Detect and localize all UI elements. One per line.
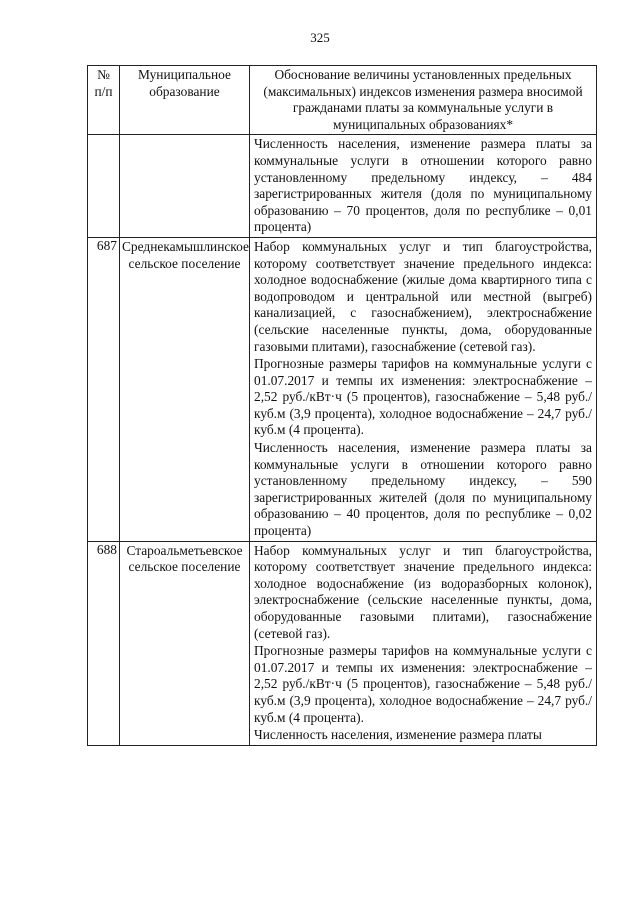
continuation-text: Численность населения, изменение размера платы за коммунальные услуги в отношении которого равно установленному предельному индексу, – 484 зарегистрированных жителя (доля по муниципальному образованию – 70 процентов, доля по республике – 0,01 процента) — [250, 135, 597, 238]
table-row-687 — [88, 237, 597, 541]
header-number: № п/п — [88, 66, 120, 135]
justification-paragraph-tariffs: Прогнозные размеры тарифов на коммунальные услуги с 01.07.2017 и темпы их изменения: электроснабжение – 2,52 руб./кВт·ч (5 процентов), газоснабжение – 5,48 руб./куб.м (3,9 процента), холодное водоснабжение – 24,7 руб./куб.м (4 процента). — [254, 643, 592, 725]
table-header-row — [88, 66, 597, 135]
table-row-continuation — [88, 135, 597, 238]
justification-paragraph-population: Численность населения, изменение размера платы — [254, 727, 542, 743]
row-justification — [250, 237, 597, 541]
table-row-688 — [88, 541, 597, 745]
row-justification — [250, 541, 597, 745]
continuation-municipality-cell — [120, 135, 250, 238]
row-number: 687 — [88, 237, 120, 541]
header-justification: Обоснование величины установленных предельных (максимальных) индексов изменения размера вносимой гражданами платы за коммунальные услуги в муниципальных образованиях* — [250, 66, 597, 135]
row-number: 688 — [88, 541, 120, 745]
justification-paragraph-services: Набор коммунальных услуг и тип благоустройства, которому соответствует значение предельного индекса: холодное водоснабжение (жилые дома квартирного типа с водопроводом и центральной или местной (выгреб) канализацией, с газоснабжением), электроснабжение (сельские населенные пункты, дома, оборудованные газовыми плитами), газоснабжение (сетевой газ). — [254, 238, 592, 354]
justification-paragraph-population: Численность населения, изменение размера платы за коммунальные услуги в отношении которого равно установленному предельному индексу, – 590 зарегистрированных жителей (доля по муниципальному образованию – 40 процентов, доля по республике – 0,02 процента) — [254, 440, 592, 539]
row-municipality: Староальметьевское сельское поселение — [120, 541, 250, 745]
header-municipality: Муниципальное образование — [120, 66, 250, 135]
justification-paragraph-tariffs: Прогнозные размеры тарифов на коммунальные услуги с 01.07.2017 и темпы их изменения: электроснабжение – 2,52 руб./кВт·ч (5 процентов), газоснабжение – 5,48 руб./куб.м (3,9 процента), холодное водоснабжение – 24,7 руб./куб.м (4 процента). — [254, 356, 592, 438]
row-municipality: Среднекамышлинское сельское поселение — [120, 237, 250, 541]
page-number: 325 — [310, 30, 330, 45]
justification-paragraph-services: Набор коммунальных услуг и тип благоустройства, которому соответствует значение предельного индекса: холодное водоснабжение (из водоразборных колонок), электроснабжение (сельские населенные пункты, дома, оборудованные газовыми плитами), газоснабжение (сетевой газ). — [254, 542, 592, 641]
municipal-index-table — [87, 65, 597, 746]
continuation-number-cell — [88, 135, 120, 238]
